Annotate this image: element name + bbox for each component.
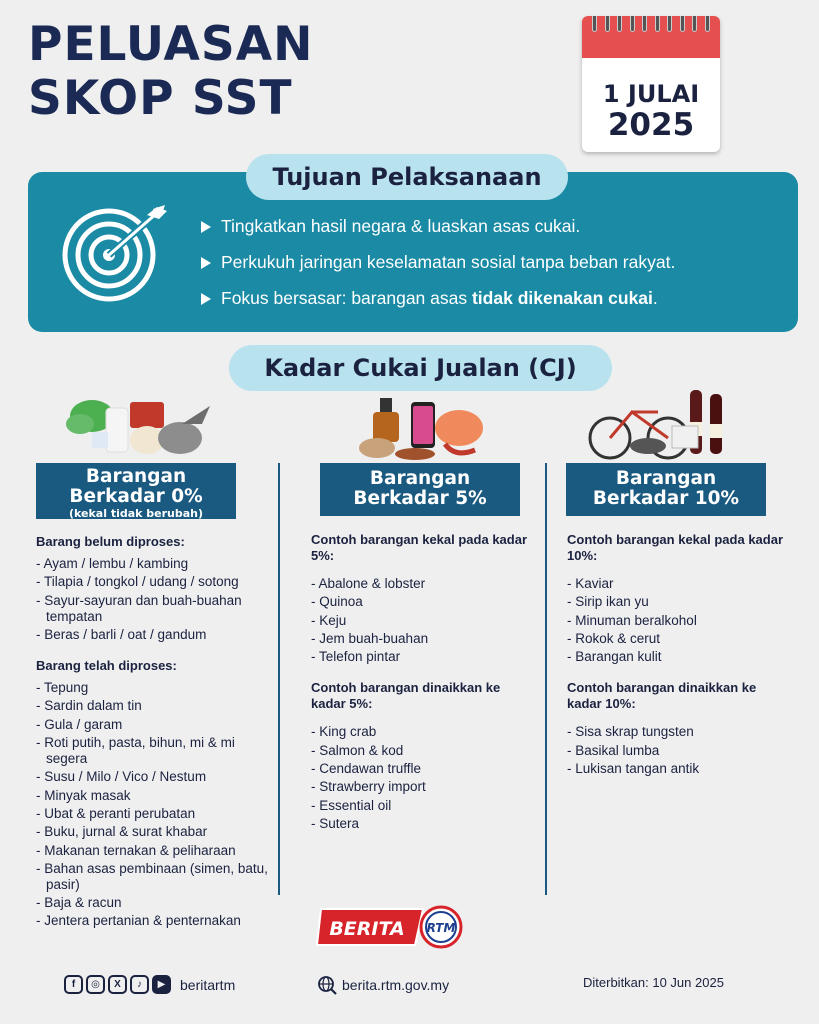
list-item: - Telefon pintar	[311, 649, 536, 665]
list-item: - Lukisan tangan antik	[567, 761, 792, 777]
list-item: - Abalone & lobster	[311, 576, 536, 592]
purpose-heading: Tujuan Pelaksanaan	[246, 154, 568, 200]
group-title: Contoh barangan dinaikkan ke kadar 5%:	[311, 680, 501, 712]
purpose-item: Tingkatkan hasil negara & luaskan asas cukai.	[201, 216, 675, 237]
rate-header-0	[36, 463, 236, 519]
instagram-icon[interactable]: ◎	[86, 975, 105, 994]
list-item: - Jem buah-buahan	[311, 631, 536, 647]
rate-10-column	[567, 532, 792, 779]
list-item: - Baja & racun	[36, 895, 276, 911]
berita-rtm-logo	[315, 905, 467, 949]
list-item: - Roti putih, pasta, bihun, mi & mi segera	[36, 735, 276, 767]
purpose-item-prefix: Fokus bersasar: barangan asas	[221, 288, 472, 308]
list-item: - Sutera	[311, 816, 536, 832]
purpose-item-bold: tidak dikenakan cukai	[471, 288, 653, 308]
group-title: Contoh barangan kekal pada kadar 10%:	[567, 532, 784, 563]
logo-badge: RTM	[426, 921, 456, 935]
rate-header-10	[566, 463, 766, 516]
list-item: - Strawberry import	[311, 779, 536, 795]
target-icon	[61, 203, 171, 303]
premium-goods-illustration	[588, 382, 738, 464]
calendar-year: 2025	[607, 107, 695, 143]
publish-date: Diterbitkan: 10 Jun 2025	[583, 975, 724, 990]
rate-10-title: Barangan Berkadar 10%	[592, 468, 740, 509]
list-item: - Barangan kulit	[567, 649, 792, 665]
list-item: - King crab	[311, 724, 536, 740]
rate-header-5	[320, 463, 520, 516]
logo-text: BERITA	[329, 918, 405, 940]
group-title: Barang telah diproses:	[36, 658, 177, 674]
page-title	[28, 18, 313, 126]
group-title: Contoh barangan dinaikkan ke kadar 10%:	[567, 680, 757, 712]
calendar-date: 1 JULAI	[602, 80, 700, 108]
list-item: - Quinoa	[311, 594, 536, 610]
x-icon[interactable]: X	[108, 975, 127, 994]
group-title: Contoh barangan kekal pada kadar 5%:	[311, 532, 528, 563]
column-divider	[545, 463, 547, 895]
luxury-goods-illustration	[355, 394, 495, 462]
social-links	[64, 975, 235, 994]
website-url[interactable]: berita.rtm.gov.my	[342, 977, 450, 993]
list-item: - Sirip ikan yu	[567, 594, 792, 610]
list-item: - Kaviar	[567, 576, 792, 592]
list-item: - Salmon & kod	[311, 743, 536, 759]
rate-5-title: Barangan Berkadar 5%	[353, 468, 487, 509]
list-item: - Minuman beralkohol	[567, 613, 792, 629]
group-title: Barang belum diproses:	[36, 534, 185, 549]
list-item: - Beras / barli / oat / gandum	[36, 627, 276, 643]
list-item: - Buku, jurnal & surat khabar	[36, 824, 276, 840]
list-item: - Makanan ternakan & peliharaan	[36, 843, 276, 859]
purpose-item: Perkukuh jaringan keselamatan sosial tanpa beban rakyat.	[201, 252, 675, 273]
list-item: - Minyak masak	[36, 788, 276, 804]
groceries-illustration	[62, 394, 212, 460]
list-item: - Essential oil	[311, 798, 536, 814]
calendar-icon	[582, 16, 720, 152]
list-item: - Sayur-sayuran dan buah-buahan tempatan	[36, 593, 276, 625]
website-link[interactable]	[317, 975, 449, 995]
list-item: - Ubat & peranti perubatan	[36, 806, 276, 822]
list-item: - Basikal lumba	[567, 743, 792, 759]
purpose-item	[201, 288, 675, 309]
list-item: - Ayam / lembu / kambing	[36, 556, 276, 572]
facebook-icon[interactable]: f	[64, 975, 83, 994]
list-item: - Jentera pertanian & penternakan	[36, 913, 276, 929]
list-item: - Bahan asas pembinaan (simen, batu, pasir)	[36, 861, 276, 893]
purpose-list	[201, 216, 675, 324]
list-item: - Tilapia / tongkol / udang / sotong	[36, 574, 276, 590]
list-item: - Susu / Milo / Vico / Nestum	[36, 769, 276, 785]
social-handle[interactable]: beritartm	[180, 976, 236, 993]
tiktok-icon[interactable]: ♪	[130, 975, 149, 994]
list-item: - Cendawan truffle	[311, 761, 536, 777]
youtube-icon[interactable]: ▶	[152, 975, 171, 994]
list-item: - Sisa skrap tungsten	[567, 724, 792, 740]
list-item: - Sardin dalam tin	[36, 698, 276, 714]
rate-0-title: Barangan Berkadar 0%	[69, 466, 203, 507]
rate-0-subtitle: (kekal tidak berubah)	[68, 507, 204, 520]
list-item: - Tepung	[36, 680, 276, 696]
rate-0-column	[36, 534, 276, 932]
column-divider	[278, 463, 280, 895]
rate-5-column	[311, 532, 536, 834]
globe-search-icon	[317, 975, 337, 995]
rates-heading: Kadar Cukai Jualan (CJ)	[229, 345, 612, 391]
list-item: - Keju	[311, 613, 536, 629]
title-line-2: SKOP SST	[28, 71, 293, 126]
title-line-1: PELUASAN	[28, 17, 314, 72]
purpose-item-suffix: .	[652, 288, 658, 308]
list-item: - Rokok & cerut	[567, 631, 792, 647]
list-item: - Gula / garam	[36, 717, 276, 733]
